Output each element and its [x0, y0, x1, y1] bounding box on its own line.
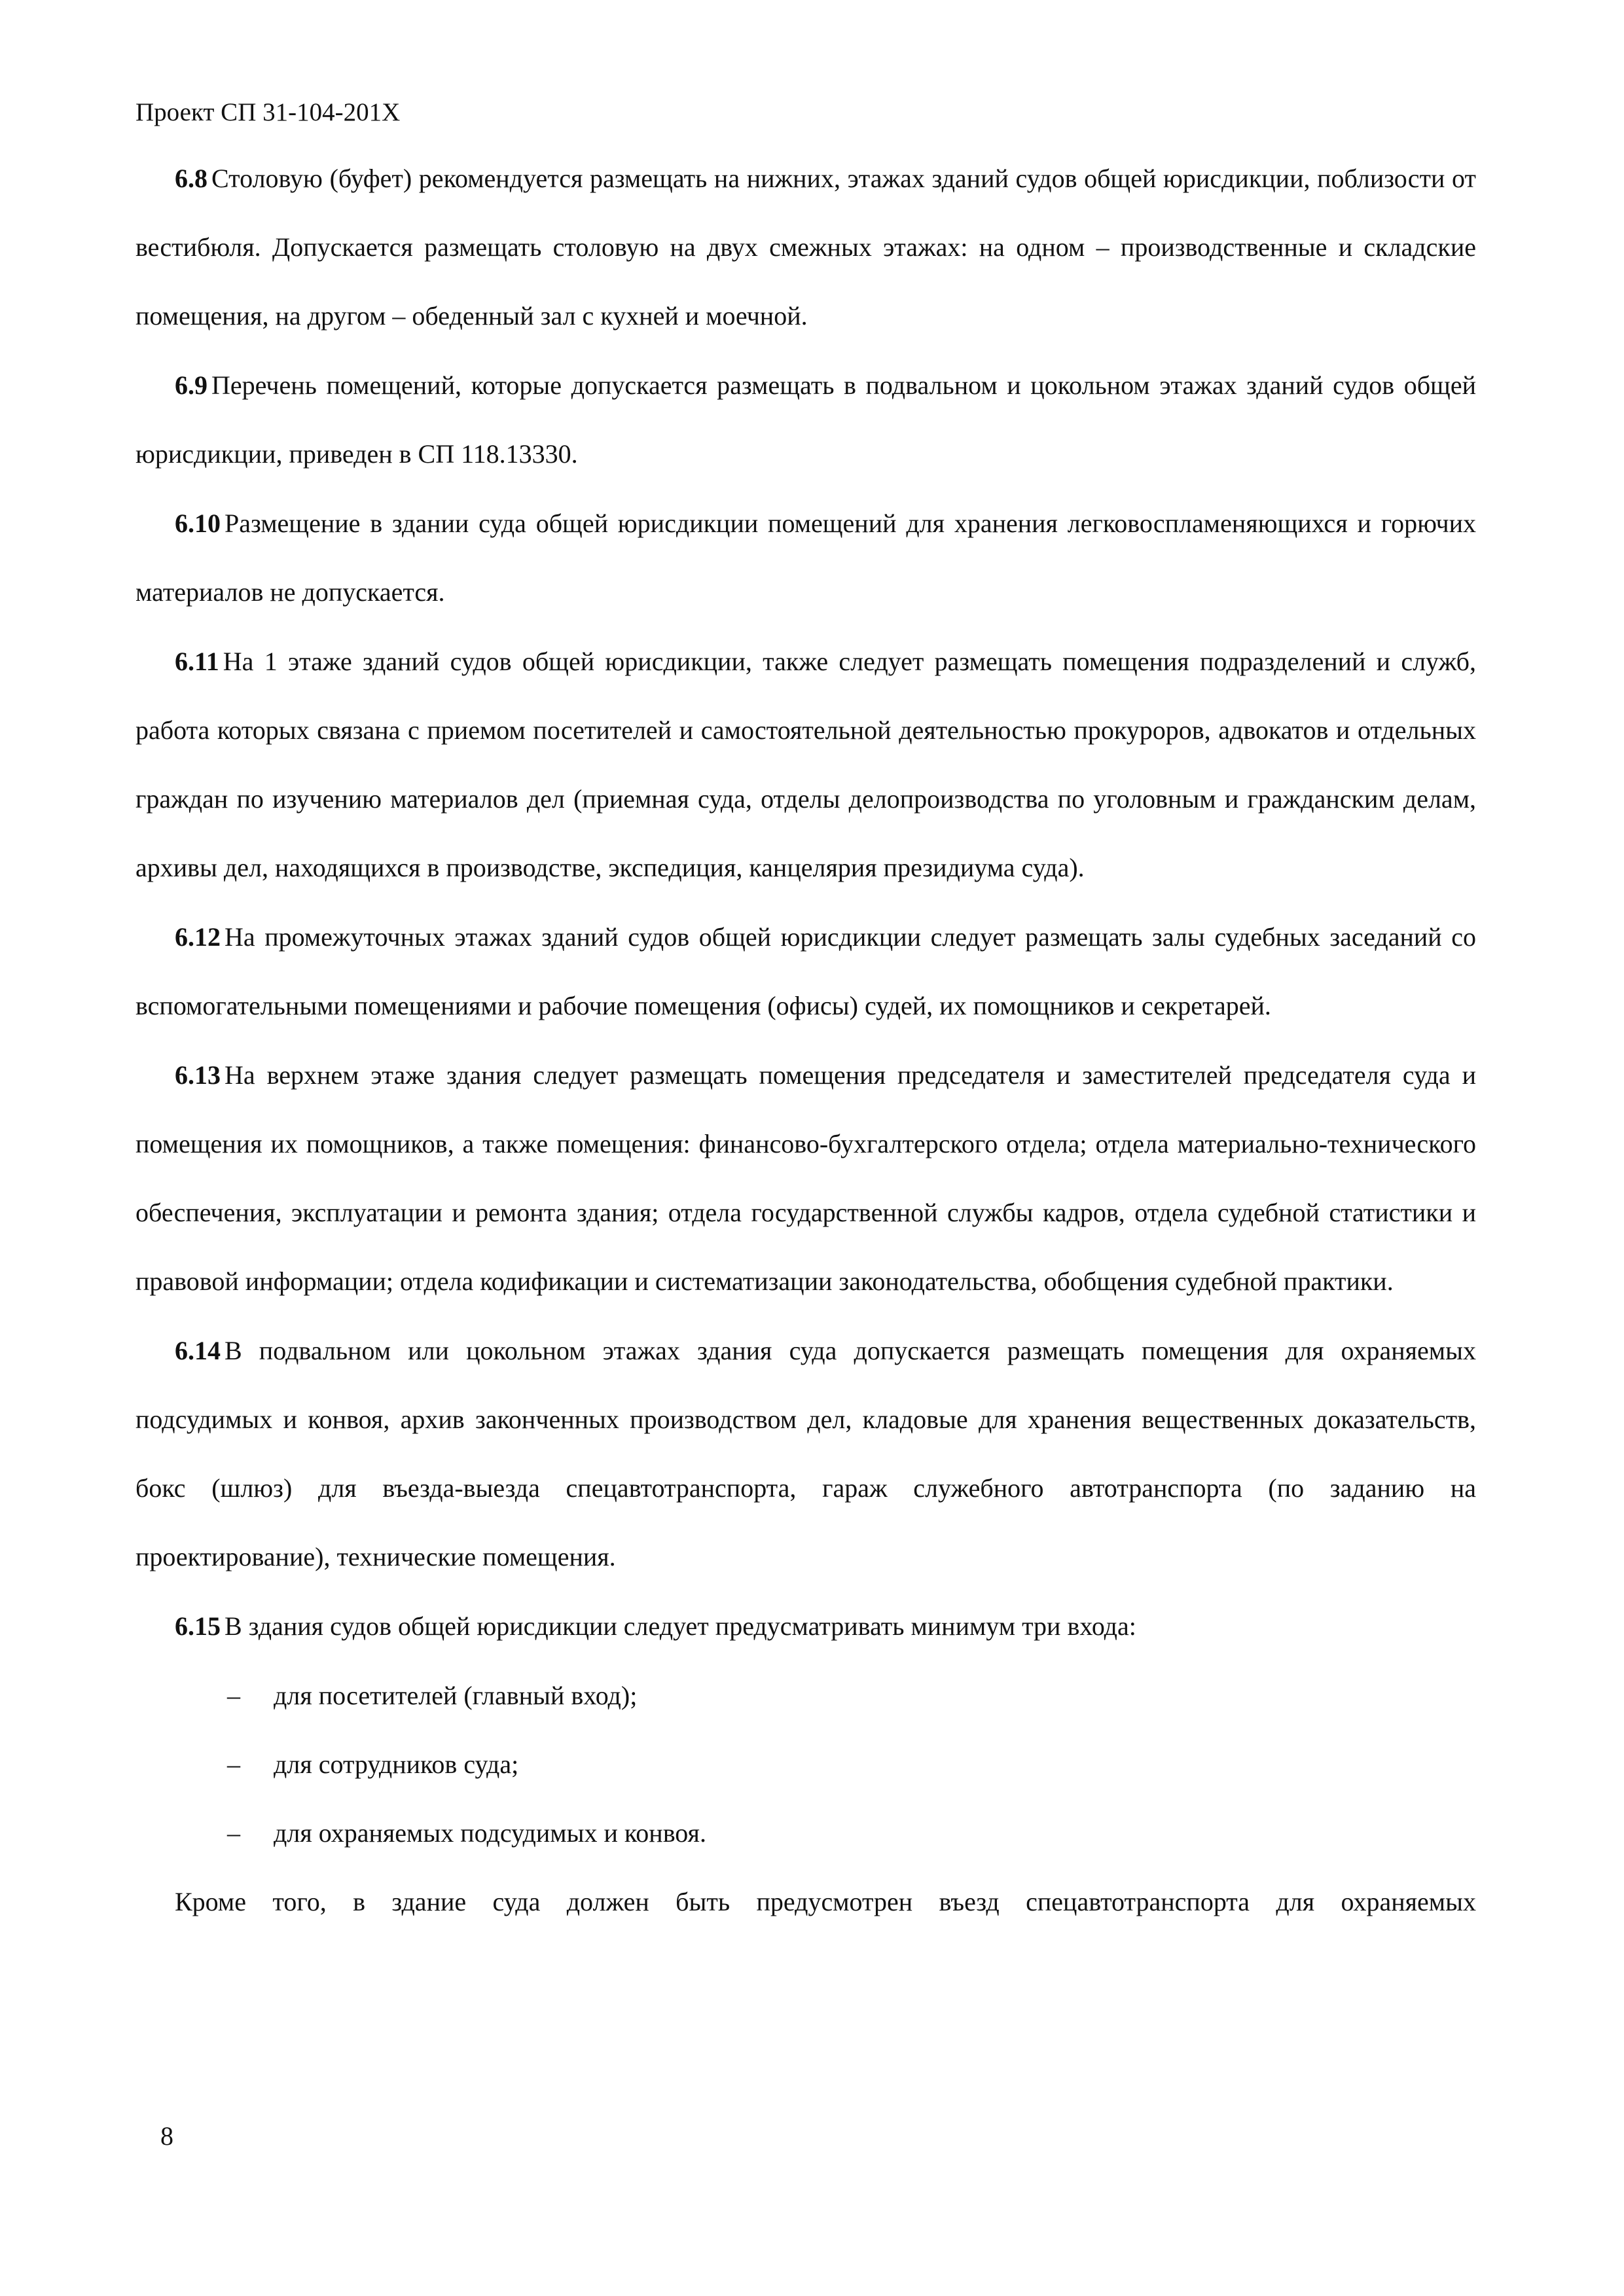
- paragraph-text: В здания судов общей юрисдикции следует предусматривать минимум три входа:: [225, 1611, 1136, 1641]
- paragraph-number: 6.8: [175, 164, 208, 193]
- paragraph-6-15: [135, 1592, 1476, 1660]
- entrance-list: [135, 1661, 1476, 1867]
- document-body: [135, 144, 1476, 1936]
- paragraph-6-8: [135, 144, 1476, 350]
- list-item: [135, 1661, 1476, 1730]
- list-item-text: для посетителей (главный вход);: [274, 1681, 638, 1710]
- paragraph-number: 6.10: [175, 509, 221, 538]
- paragraph-text: На 1 этаже зданий судов общей юрисдикции, также следует размещать помещения подразделений и служб, работа которых связана с приемом посетителей и самостоятельной деятельностью прокуроров, адвокатов и отдельных граждан по изучению материалов дел (приемная суда, отделы делопроизводства по уголовным и гражданским делам, архивы дел, находящихся в производстве, экспедиция, канцелярия президиума суда).: [135, 647, 1476, 882]
- paragraph-text: Размещение в здании суда общей юрисдикции помещений для хранения легковоспламеняющихся и горючих материалов не допускается.: [135, 509, 1476, 607]
- paragraph-number: 6.14: [175, 1336, 221, 1365]
- paragraph-text: Перечень помещений, которые допускается размещать в подвальном и цокольном этажах зданий судов общей юрисдикции, приведен в СП 118.13330.: [135, 370, 1476, 469]
- list-item-text: для сотрудников суда;: [274, 1749, 519, 1779]
- document-header: Проект СП 31-104-201Х: [135, 98, 401, 126]
- list-item: [135, 1730, 1476, 1799]
- list-dash: –: [227, 1681, 240, 1710]
- paragraph-6-12: [135, 903, 1476, 1040]
- paragraph-number: 6.9: [175, 370, 208, 400]
- paragraph-text: В подвальном или цокольном этажах здания суда допускается размещать помещения для охраняемых подсудимых и конвоя, архив законченных производством дел, кладовые для хранения вещественных доказательств, бокс (шлюз) для въезда-выезда спецавтотранспорта, гараж служебного автотранспорта (по заданию на проектирование), технические помещения.: [135, 1336, 1476, 1571]
- list-dash: –: [227, 1818, 240, 1848]
- paragraph-6-9: [135, 351, 1476, 488]
- paragraph-6-13: [135, 1041, 1476, 1316]
- page-number: 8: [160, 2121, 173, 2151]
- paragraph-text: Столовую (буфет) рекомендуется размещать на нижних, этажах зданий судов общей юрисдикции, поблизости от вестибюля. Допускается размещать столовую на двух смежных этажах: на одном – производственные и складские помещения, на другом – обеденный зал с кухней и моечной.: [135, 164, 1476, 331]
- paragraph-number: 6.15: [175, 1611, 221, 1641]
- paragraph-text: На верхнем этаже здания следует размещать помещения председателя и заместителей председателя суда и помещения их помощников, а также помещения: финансово-бухгалтерского отдела; отдела материально-технического обеспечения, эксплуатации и ремонта здания; отдела государственной службы кадров, отдела судебной статистики и правовой информации; отдела кодификации и систематизации законодательства, обобщения судебной практики.: [135, 1060, 1476, 1296]
- paragraph-number: 6.12: [175, 922, 221, 952]
- list-dash: –: [227, 1749, 240, 1779]
- paragraph-number: 6.11: [175, 647, 219, 676]
- paragraph-6-14: [135, 1316, 1476, 1591]
- paragraph-text: На промежуточных этажах зданий судов общей юрисдикции следует размещать залы судебных заседаний со вспомогательными помещениями и рабочие помещения (офисы) судей, их помощников и секретарей.: [135, 922, 1476, 1020]
- paragraph-6-11: [135, 627, 1476, 902]
- paragraph-number: 6.13: [175, 1060, 221, 1090]
- final-paragraph: Кроме того, в здание суда должен быть предусмотрен въезд спецавтотранспорта для охраняемых: [175, 1887, 1476, 1916]
- list-item-text: для охраняемых подсудимых и конвоя.: [274, 1818, 706, 1848]
- paragraph-6-10: [135, 489, 1476, 626]
- list-item: [135, 1799, 1476, 1867]
